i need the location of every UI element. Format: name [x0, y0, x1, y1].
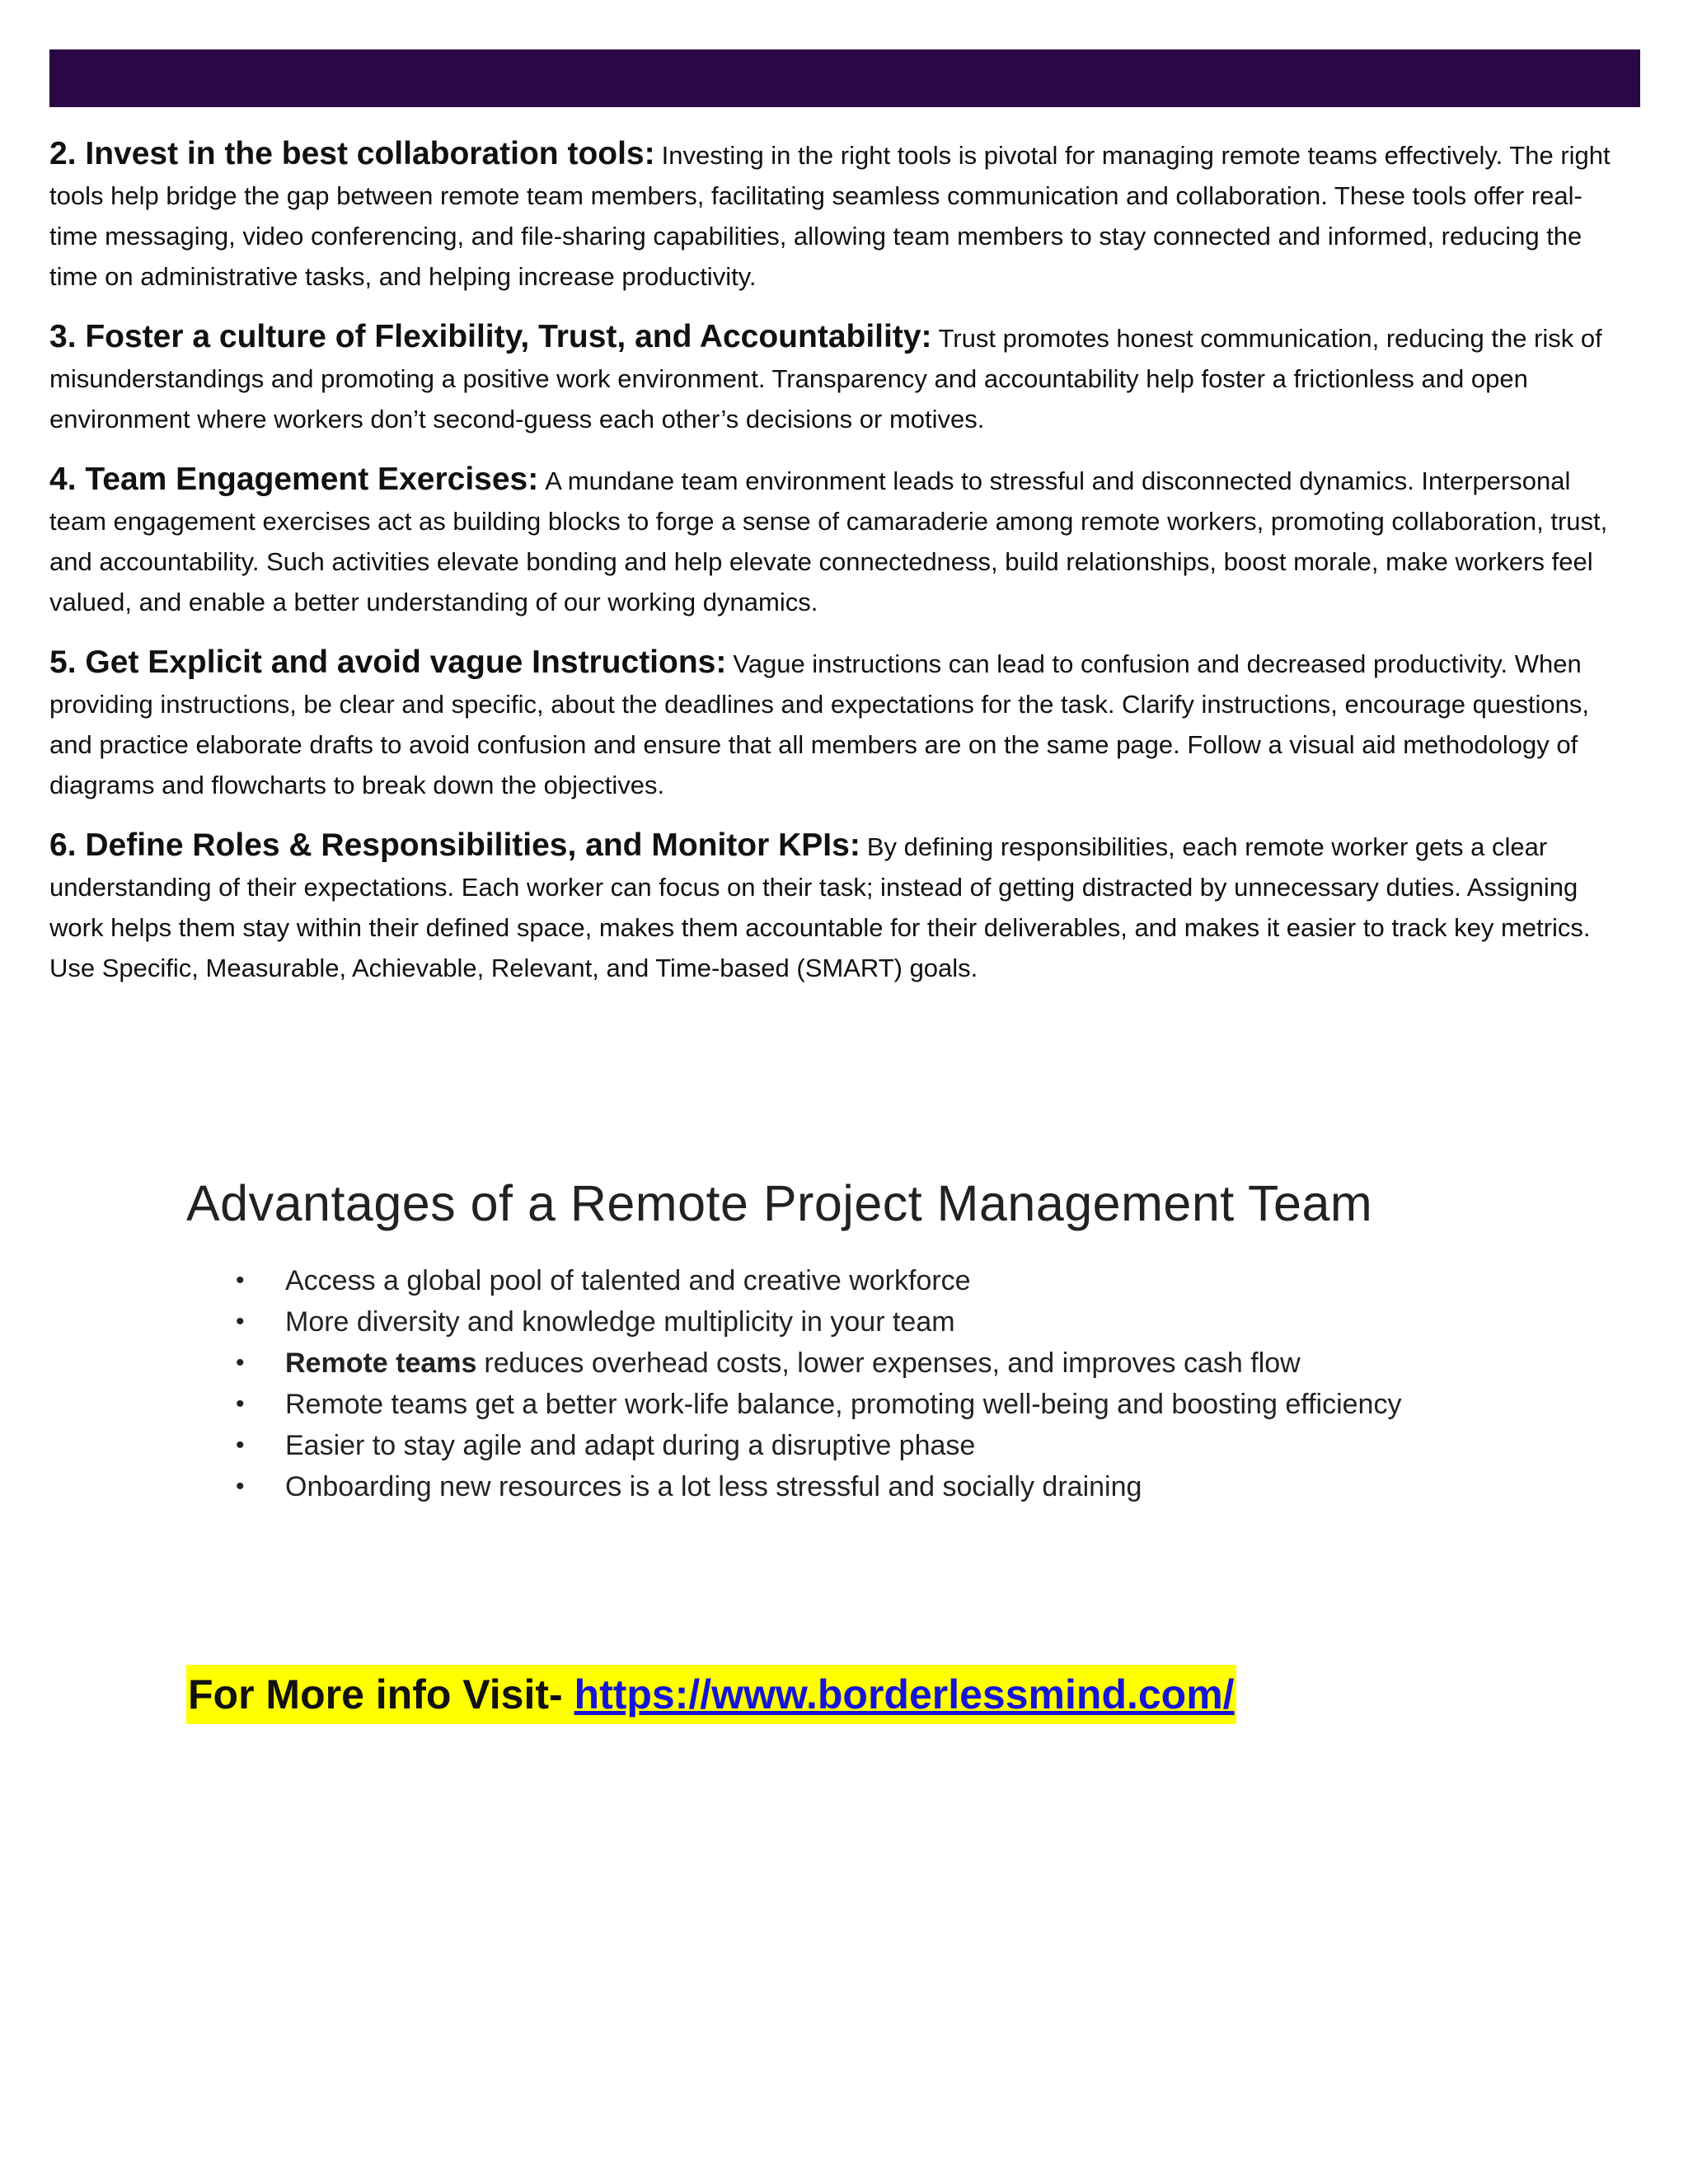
tip-paragraph — [49, 134, 1624, 297]
tip-paragraph — [49, 642, 1624, 805]
tips-section — [49, 134, 1624, 1008]
list-item — [186, 1466, 1653, 1507]
list-item-text: reduces overhead costs, lower expenses, and improves cash flow — [484, 1347, 1301, 1379]
advantages-title: Advantages of a Remote Project Management Team — [186, 1175, 1373, 1231]
bullet-icon: • — [236, 1432, 245, 1459]
bullet-icon: • — [236, 1473, 245, 1500]
advantages-section — [186, 1174, 1653, 1507]
tip-paragraph — [49, 825, 1624, 988]
tip-body: Vague instructions can lead to confusion and decreased productivity. When providing instructions, be clear and specific, about the deadlines and expectations for the task. Clarify instructions, encourage questions, and practice elaborate drafts to avoid confusion and ensure that all members are on the same page. Follow a visual aid methodology of diagrams and flowcharts to break down the objectives. — [49, 649, 1589, 799]
tip-heading: 4. Team Engagement Exercises: — [49, 462, 539, 497]
tip-heading: 3. Foster a culture of Flexibility, Trust, and Accountability: — [49, 319, 932, 354]
tip-heading: 5. Get Explicit and avoid vague Instructions: — [49, 644, 727, 680]
tip-paragraph — [49, 316, 1624, 439]
bullet-icon: • — [236, 1267, 245, 1294]
list-item-bold-text: Remote teams — [285, 1347, 477, 1379]
list-item — [186, 1343, 1653, 1384]
list-item-text: Onboarding new resources is a lot less stressful and socially draining — [285, 1471, 1142, 1502]
advantages-list — [186, 1260, 1653, 1507]
bullet-icon: • — [236, 1349, 245, 1376]
more-info-banner — [186, 1665, 1236, 1724]
tip-body: Investing in the right tools is pivotal for managing remote teams effectively. The right tools help bridge the gap between remote team members, facilitating seamless communication and collaboration. These tools offer real-time messaging, video conferencing, and file-sharing capabilities, allowing team members to stay connected and informed, reducing the time on administrative tasks, and helping increase productivity. — [49, 141, 1611, 291]
list-item-text: Access a global pool of talented and creative workforce — [285, 1265, 971, 1296]
tip-body: By defining responsibilities, each remote worker gets a clear understanding of their expectations. Each worker can focus on their task; instead of getting distracted by unnecessary duties. Assigning work helps them stay within their defined space, makes them accountable for their deliverables, and makes it easier to track key metrics. Use Specific, Measurable, Achievable, Relevant, and Time-based (SMART) goals. — [49, 832, 1591, 982]
header-bar — [49, 49, 1640, 107]
more-info-label: For More info Visit- — [188, 1671, 563, 1718]
list-item-text: Easier to stay agile and adapt during a disruptive phase — [285, 1430, 976, 1461]
tip-heading: 2. Invest in the best collaboration tools: — [49, 136, 655, 171]
tip-heading: 6. Define Roles & Responsibilities, and Monitor KPIs: — [49, 827, 860, 863]
bullet-icon: • — [236, 1390, 245, 1418]
bullet-icon: • — [236, 1308, 245, 1335]
tip-body: Trust promotes honest communication, reducing the risk of misunderstandings and promoting a positive work environment. Transparency and accountability help foster a frictionless and open environment where workers don’t second-guess each other’s decisions or motives. — [49, 324, 1602, 434]
tip-paragraph — [49, 459, 1624, 622]
list-item-text: Remote teams get a better work-life balance, promoting well-being and boosting efficiency — [285, 1389, 1402, 1420]
list-item — [186, 1384, 1653, 1425]
list-item — [186, 1425, 1653, 1466]
website-link[interactable]: https://www.borderlessmind.com/ — [574, 1671, 1235, 1718]
tip-body: A mundane team environment leads to stressful and disconnected dynamics. Interpersonal team engagement exercises act as building blocks to forge a sense of camaraderie among remote workers, promoting collaboration, trust, and accountability. Such activities elevate bonding and help elevate connectedness, build relationships, boost morale, make workers feel valued, and enable a better understanding of our working dynamics. — [49, 466, 1608, 616]
list-item — [186, 1301, 1653, 1343]
list-item — [186, 1260, 1653, 1301]
list-item-text: More diversity and knowledge multiplicity in your team — [285, 1306, 955, 1338]
